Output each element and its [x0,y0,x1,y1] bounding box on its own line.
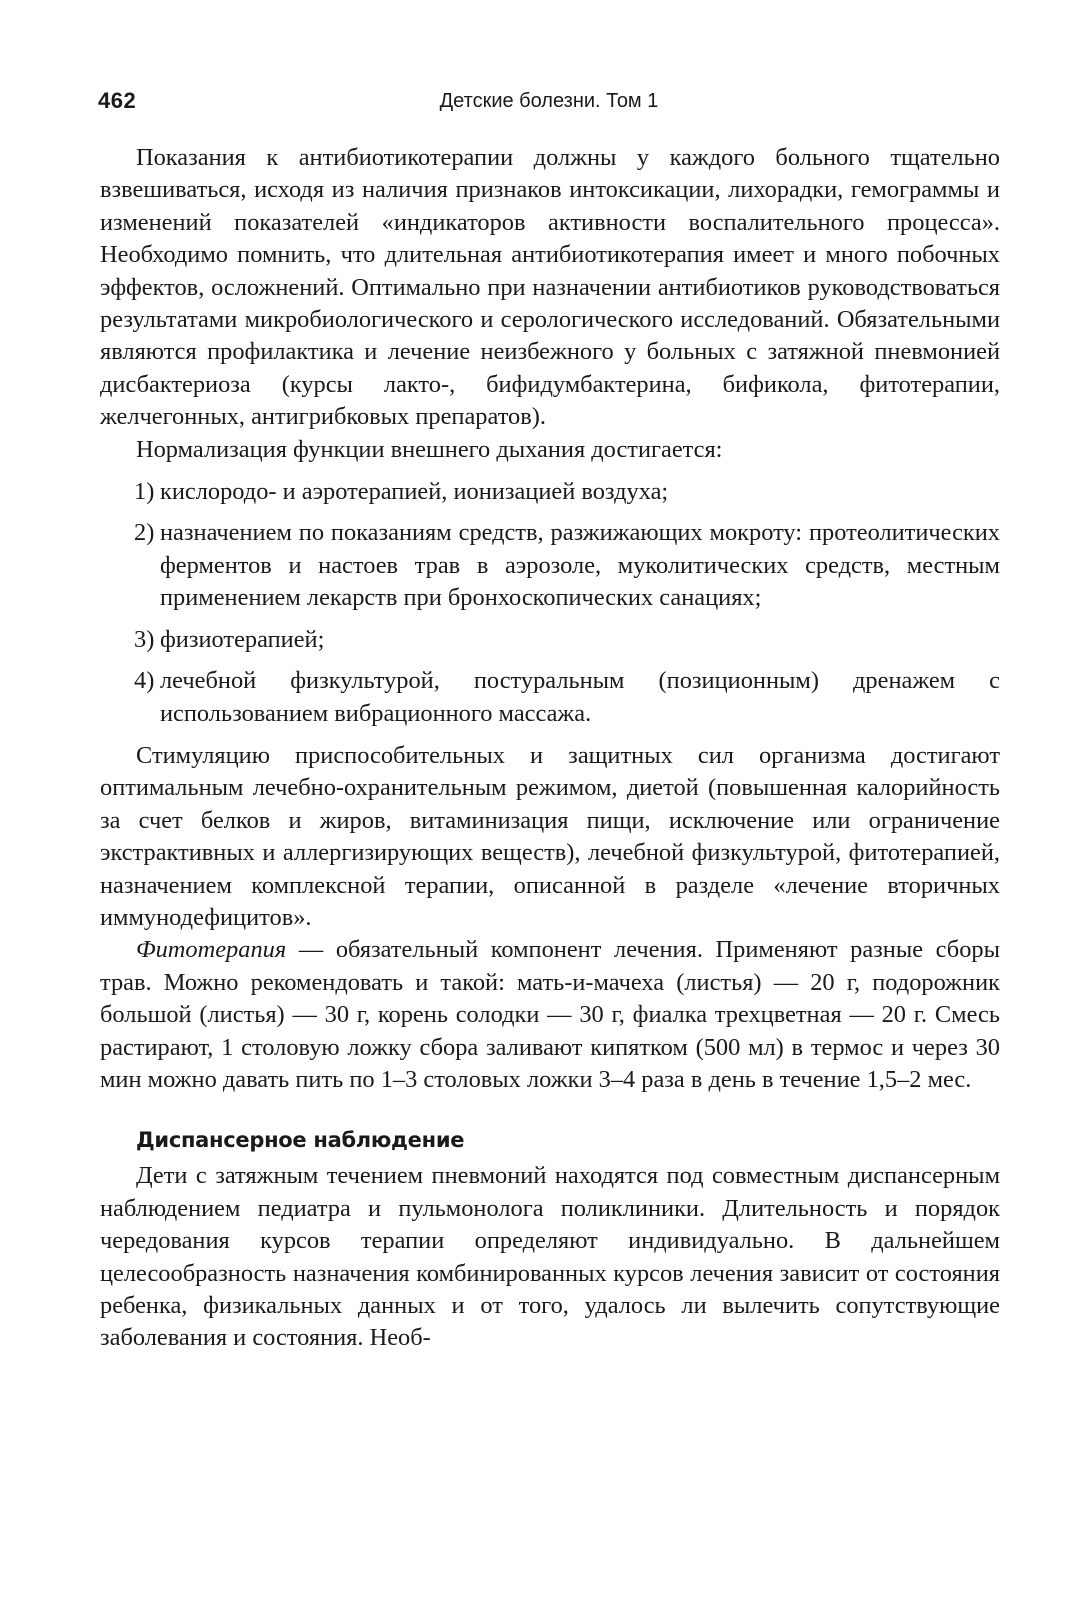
list-item [100,517,1000,614]
list-item [100,665,1000,730]
list-item-number: 4) [134,667,155,695]
phytotherapy-text: — обязательный компонент лечения. Применяют разные сборы трав. Можно рекомендовать и такой: мать-и-мачеха (листья) — 20 г, подорожник большой (листья) — 30 г, корень солодки — 30 г, фиалка трехцветная — 20 г. Смесь растирают, 1 столовую ложку сбора заливают кипятком (500 мл) в термос и через 30 мин можно давать пить по 1–3 столовых ложки 3–4 раза в день в течение 1,5–2 мес. [100,936,1000,1093]
list-item-number: 1) [134,478,155,506]
section-heading: Диспансерное наблюдение [136,1128,465,1153]
paragraph-respiratory-function: Нормализация функции внешнего дыхания достигается: [136,435,723,463]
paragraph-stimulation: Стимуляцию приспособительных и защитных сил организма достигают оптимальным лечебно-охранительным режимом, диетой (повышенная калорийность за счет белков и жиров, витаминизация пищи, исключение или ограничение экстрактивных и аллергизирующих веществ), лечебной физкультурой, фитотерапией, назначением комплексной терапии, описанной в разделе «лечение вторичных иммунодефицитов». [100,741,1000,931]
page-number: 462 [98,88,137,113]
list-item-text: назначением по показаниям средств, разжижающих мокроту: протеолитических ферментов и настоев трав в аэрозоле, муколитических средств, местным применением лекарств при бронхоскопических санациях; [160,519,1000,612]
phytotherapy-term: Фитотерапия [136,936,287,964]
book-title: Детские болезни. Том 1 [439,90,659,112]
paragraph-phytotherapy [100,934,1000,1096]
list-item-text: физиотерапией; [160,625,325,653]
paragraph-dispensary-observation: Дети с затяжным течением пневмоний находятся под совместным диспансерным наблюдением педиатра и пульмонолога поликлиники. Длительность и порядок чередования курсов терапии определяют индивидуально. В дальнейшем целесообразность назначения комбинированных курсов лечения зависит от состояния ребенка, физикальных данных и от того, удалось ли вылечить сопутствующие заболевания и состояния. Необ- [100,1162,1000,1352]
list-item-text: лечебной физкультурой, постуральным (позиционным) дренажем с использованием вибрационного массажа. [160,667,1000,727]
list-item [100,624,1000,656]
respiratory-methods-list [100,476,1000,730]
list-item-text: кислородо- и аэротерапией, ионизацией воздуха; [160,478,669,506]
list-item-number: 2) [134,519,155,547]
main-text [100,142,1000,1355]
running-head [98,88,1000,122]
list-item [100,476,1000,508]
list-item-number: 3) [134,625,155,653]
paragraph-antibiotic-therapy: Показания к антибиотикотерапии должны у каждого больного тщательно взвешиваться, исходя из наличия признаков интоксикации, лихорадки, гемограммы и изменений показателей «индикаторов активности воспалительного процесса». Необходимо помнить, что длительная антибиотикотерапия имеет и много побочных эффектов, осложнений. Оптимально при назначении антибиотиков руководствоваться результатами микробиологического и серологического исследований. Обязательными являются профилактика и лечение неизбежного у больных с затяжной пневмонией дисбактериоза (курсы лакто-, бифидумбактерина, бификола, фитотерапии, желчегонных, антигрибковых препаратов). [100,144,1000,431]
